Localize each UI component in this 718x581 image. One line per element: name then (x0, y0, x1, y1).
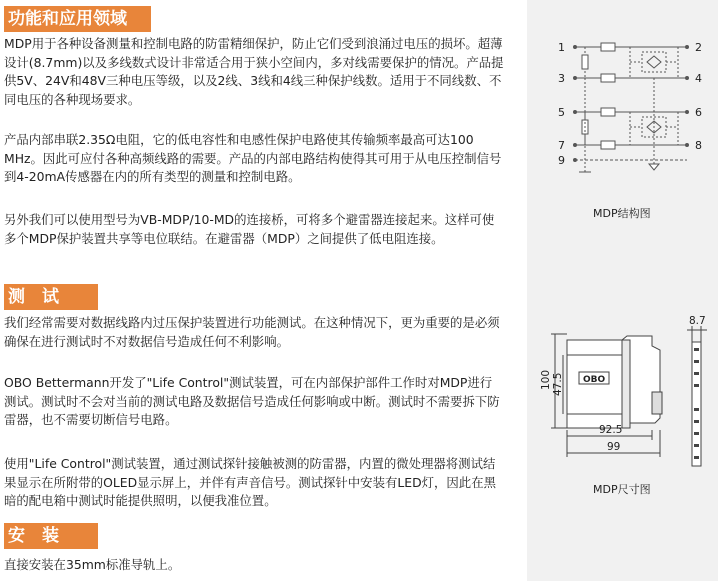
pin-label-right: 4 (695, 72, 702, 85)
pin-label-right: 8 (695, 139, 702, 152)
install-paragraph: 直接安装在35mm标准导轨上。 (4, 557, 181, 572)
section-header-test: 测 试 (4, 284, 98, 310)
pin-label-right: 6 (695, 106, 702, 119)
section-header-install: 安 装 (4, 523, 98, 549)
dim-99-label: 99 (607, 441, 621, 453)
function-paragraph-1: MDP用于各种设备测量和控制电路的防雷精细保护，防止它们受到浪涌过电压的损坏。超薄设计(8.7mm)以及多线数式设计非常适合用于狭小空间内，多对线需要保护的情况。产品提供5V、24V和48V三种电压等级，以及2线、3线和4线三种保护线数。适用于不同线数、不同电压的各种现场要求。 (4, 36, 504, 107)
mdp-dimension-diagram (527, 310, 718, 470)
pin-label-left: 9 (558, 154, 565, 167)
pin-label-left: 7 (558, 139, 565, 152)
function-paragraph-3: 另外我们可以使用型号为VB-MDP/10-MD的连接桥，可将多个避雷器连接起来。这样可使多个MDP保护装置共享等电位联结。在避雷器（MDP）之间提供了低电阻连接。 (4, 212, 495, 246)
mdp-structure-diagram (527, 30, 718, 180)
pin-label-left: 1 (558, 41, 565, 54)
dim-inner-label: 47.5 (552, 372, 564, 396)
dimension-caption: MDP尺寸图 (593, 483, 651, 496)
pin-label-left: 5 (558, 106, 565, 119)
test-paragraph-2: OBO Bettermann开发了"Life Control"测试装置，可在内部保护部件工作时对MDP进行测试。测试时不会对当前的测试电路及数据信号造成任何影响或中断。测试时不需要拆下防雷器，也不需要切断信号电路。 (4, 375, 500, 427)
dim-width-label: 8.7 (689, 315, 706, 327)
pin-label-left: 3 (558, 72, 565, 85)
pin-label-right: 2 (695, 41, 702, 54)
dim-92-label: 92.5 (599, 424, 623, 436)
device-logo-label: OBO (583, 375, 606, 385)
section-header-function: 功能和应用领域 (4, 6, 151, 32)
figure-panel (527, 0, 718, 581)
structure-caption: MDP结构图 (593, 207, 651, 220)
test-paragraph-3: 使用"Life Control"测试装置，通过测试探针接触被测的防雷器，内置的微处理器将测试结果显示在所附带的OLED显示屏上，并伴有声音信号。测试探针中安装有LED灯，因此在黑暗的配电箱中测试时能提供照明，以便我准位置。 (4, 456, 496, 508)
dim-height-label: 100 (540, 369, 552, 390)
function-paragraph-2: 产品内部串联2.35Ω电阻，它的低电容性和电感性保护电路使其传输频率最高可达100 MHz。因此可应付各种高频线路的需要。产品的内部电路结构使得其可用于从电压控制信号到4-20mA传感器在内的所有类型的测量和控制电路。 (4, 132, 502, 184)
test-paragraph-1: 我们经常需要对数据线路内过压保护装置进行功能测试。在这种情况下，更为重要的是必须确保在进行测试时不对数据信号造成任何不利影响。 (4, 315, 500, 349)
